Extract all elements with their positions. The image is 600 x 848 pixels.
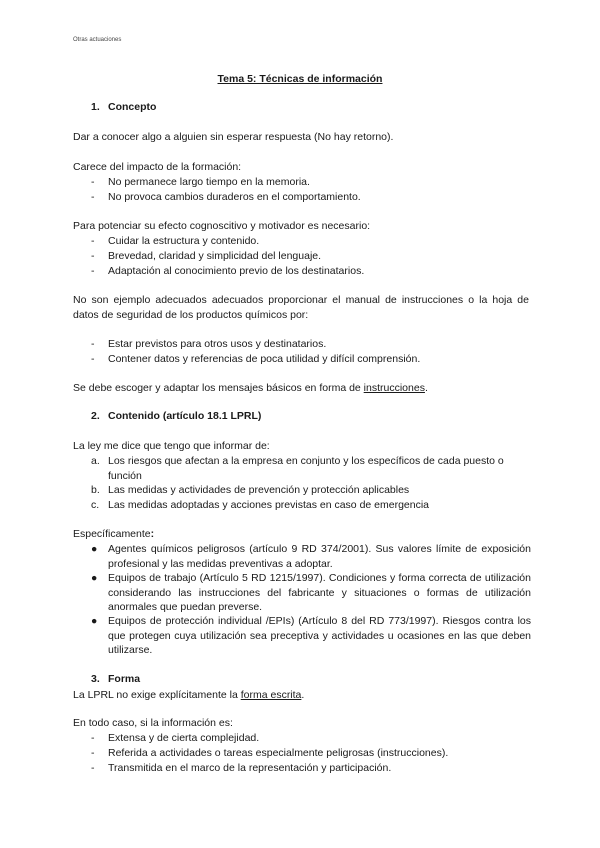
form-lead: La LPRL no exige explícitamente la forma escrita. — [73, 689, 305, 701]
dash-marker: - — [91, 191, 95, 203]
list-item: ● Equipos de protección individual /EPIs) (Artículo 8 del RD 773/1997). Riesgos contra los que protegen cuya utilización sea preceptiva y actividades u ocasiones en las que deben utilizarse. — [91, 615, 531, 656]
header-note: Otras actuaciones — [73, 37, 122, 43]
specific-lead: Específicamente: — [73, 528, 155, 540]
bullet-marker: ● — [91, 543, 98, 555]
list-item: b. Las medidas y actividades de prevención y protección aplicables — [91, 484, 410, 496]
dash-marker: - — [91, 338, 95, 350]
case-lead: En todo caso, si la información es: — [73, 717, 233, 729]
section-1-heading — [91, 101, 156, 113]
dash-marker: - — [91, 176, 95, 188]
dash-marker: - — [91, 762, 95, 774]
bullet-marker: ● — [91, 572, 98, 584]
section-1-number: 1. — [91, 101, 100, 113]
concept-intro: Dar a conocer algo a alguien sin esperar respuesta (No hay retorno). — [73, 131, 394, 143]
dash-marker: - — [91, 250, 95, 262]
letter-marker: b. — [91, 484, 100, 496]
list-item: - Cuidar la estructura y contenido. — [91, 235, 260, 247]
written-form-underlined: forma escrita — [240, 689, 302, 701]
list-item: - No provoca cambios duraderos en el comportamiento. — [91, 191, 361, 203]
dash-marker: - — [91, 747, 95, 759]
letter-marker: a. — [91, 455, 100, 467]
list-item: - Referida a actividades o tareas especialmente peligrosas (instrucciones). — [91, 747, 449, 759]
section-1-title: Concepto — [108, 101, 157, 113]
section-2-number: 2. — [91, 410, 100, 422]
list-item: a. Los riesgos que afectan a la empresa en conjunto y los específicos de cada puesto o función — [91, 455, 504, 482]
list-item: - Estar previstos para otros usos y destinatarios. — [91, 338, 327, 350]
dash-marker: - — [91, 265, 95, 277]
list-item: - No permanece largo tiempo en la memoria. — [91, 176, 310, 188]
bullet-marker: ● — [91, 615, 98, 627]
section-3-number: 3. — [91, 673, 100, 685]
list-item: - Contener datos y referencias de poca utilidad y difícil comprensión. — [91, 353, 421, 365]
instructions-underlined: instrucciones — [363, 382, 425, 394]
letter-marker: c. — [91, 499, 100, 511]
list-item: c. Las medidas adoptadas y acciones previstas en caso de emergencia — [91, 499, 430, 511]
list-item: - Adaptación al conocimiento previo de los destinatarios. — [91, 265, 365, 277]
list-item: ● Agentes químicos peligrosos (artículo 9 RD 374/2001). Sus valores límite de exposición profesional y las medidas preventivas a adoptar. — [91, 543, 531, 570]
list-item: - Brevedad, claridad y simplicidad del lenguaje. — [91, 250, 322, 262]
page-title: Tema 5: Técnicas de información — [217, 73, 383, 85]
dash-marker: - — [91, 353, 95, 365]
list-item: - Extensa y de cierta complejidad. — [91, 732, 260, 744]
impact-lead: Carece del impacto de la formación: — [73, 161, 242, 173]
list-item: - Transmitida en el marco de la representación y participación. — [91, 762, 392, 774]
bad-examples-lead: No son ejemplo adecuados adecuados proporcionar el manual de instrucciones o la hoja de datos de seguridad de los productos químicos por: — [73, 294, 529, 321]
choose-sentence: Se debe escoger y adaptar los mensajes básicos en forma de instrucciones. — [73, 382, 428, 394]
section-3-heading — [91, 673, 140, 685]
content-lead: La ley me dice que tengo que informar de: — [73, 440, 270, 452]
potential-lead: Para potenciar su efecto cognoscitivo y motivador es necesario: — [73, 220, 371, 232]
section-2-title: Contenido (artículo 18.1 LPRL) — [108, 410, 262, 422]
dash-marker: - — [91, 732, 95, 744]
section-2-heading — [91, 410, 261, 422]
dash-marker: - — [91, 235, 95, 247]
section-3-title: Forma — [108, 673, 141, 685]
list-item: ● Equipos de trabajo (Artículo 5 RD 1215/1997). Condiciones y forma correcta de utilización considerando las instrucciones del fabricante y situaciones o formas de utilización anormales que puedan preverse. — [91, 572, 531, 613]
